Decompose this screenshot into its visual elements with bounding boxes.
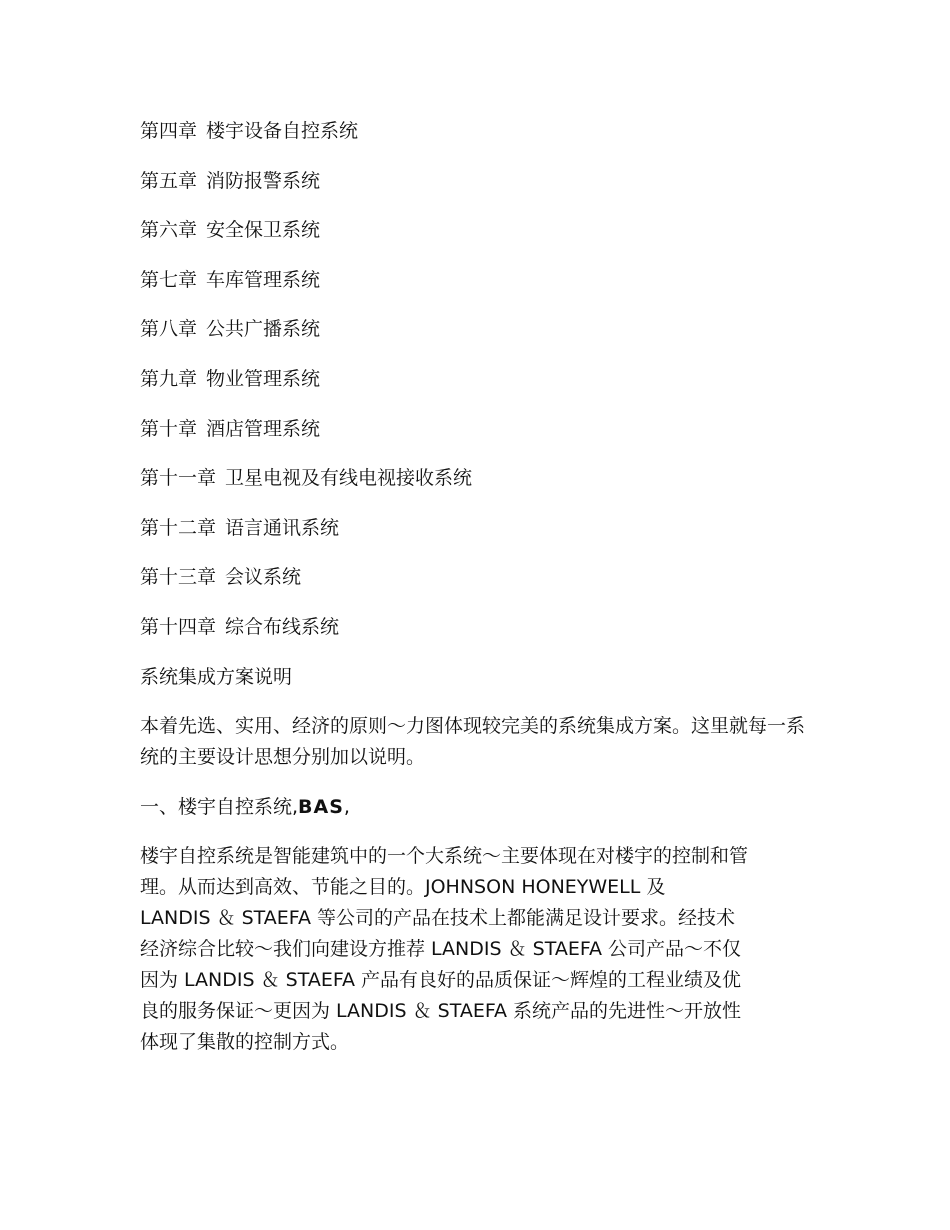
toc-title: 消防报警系统 <box>206 169 321 192</box>
toc-title: 酒店管理系统 <box>206 417 321 440</box>
section-title: 系统集成方案说明 <box>140 665 293 688</box>
toc-number: 第十二章 <box>140 516 217 539</box>
toc-entry-9 <box>140 364 812 394</box>
toc-entry-12 <box>140 513 812 543</box>
toc-title: 语言通讯系统 <box>225 516 340 539</box>
toc-title: 物业管理系统 <box>206 367 321 390</box>
bas-paragraph-line: 因为 LANDIS ＆ STAEFA 产品有良好的品质保证～辉煌的工程业绩及优 <box>140 969 742 992</box>
toc-entry-6 <box>140 215 812 245</box>
toc-title: 楼宇设备自控系统 <box>206 120 359 142</box>
toc-entry-10 <box>140 414 812 444</box>
bas-paragraph-line: 体现了集散的控制方式。 <box>140 1031 350 1054</box>
toc-entry-14 <box>140 612 812 642</box>
toc-entry-13 <box>140 562 812 592</box>
bas-paragraph-line: 楼宇自控系统是智能建筑中的一个大系统～主要体现在对楼宇的控制和管 <box>140 845 749 868</box>
bas-heading-prefix: 一、楼宇自控系统, <box>140 796 299 819</box>
bas-paragraph-line: 良的服务保证～更因为 LANDIS ＆ STAEFA 系统产品的先进性～开放性 <box>140 1000 742 1023</box>
bas-paragraph <box>140 841 812 1058</box>
toc-number: 第八章 <box>140 318 198 341</box>
toc-number: 第五章 <box>140 169 198 192</box>
toc-entry-4 <box>140 116 812 146</box>
toc-title: 安全保卫系统 <box>206 219 321 242</box>
toc-number: 第十三章 <box>140 566 217 589</box>
toc-number: 第四章 <box>140 120 198 142</box>
toc-number: 第十四章 <box>140 615 217 638</box>
bas-heading-abbr: BAS <box>298 796 344 819</box>
toc-number: 第十章 <box>140 417 198 440</box>
toc-number: 第十一章 <box>140 467 217 490</box>
toc-entry-11 <box>140 463 812 493</box>
toc-number: 第七章 <box>140 268 198 291</box>
document-content <box>140 116 812 1077</box>
toc-entry-7 <box>140 265 812 295</box>
bas-heading <box>140 792 812 822</box>
toc-title: 公共广播系统 <box>206 318 321 341</box>
bas-paragraph-line: 经济综合比较～我们向建设方推荐 LANDIS ＆ STAEFA 公司产品～不仅 <box>140 938 742 961</box>
toc-title: 综合布线系统 <box>225 615 340 638</box>
toc-title: 会议系统 <box>225 566 302 589</box>
toc-number: 第六章 <box>140 219 198 242</box>
bas-paragraph-line: LANDIS ＆ STAEFA 等公司的产品在技术上都能满足设计要求。经技术 <box>140 907 736 930</box>
toc-entry-8 <box>140 314 812 344</box>
bas-paragraph-line: 理。从而达到高效、节能之目的。JOHNSON HONEYWELL 及 <box>140 876 666 899</box>
toc-title: 卫星电视及有线电视接收系统 <box>225 467 473 490</box>
toc-title: 车库管理系统 <box>206 268 321 291</box>
toc-number: 第九章 <box>140 367 198 390</box>
bas-heading-suffix: , <box>343 796 350 819</box>
toc-entry-5 <box>140 166 812 196</box>
intro-paragraph: 本着先选、实用、经济的原则～力图体现较完美的系统集成方案。这里就每一系统的主要设计思想分别加以说明。 <box>140 715 806 769</box>
